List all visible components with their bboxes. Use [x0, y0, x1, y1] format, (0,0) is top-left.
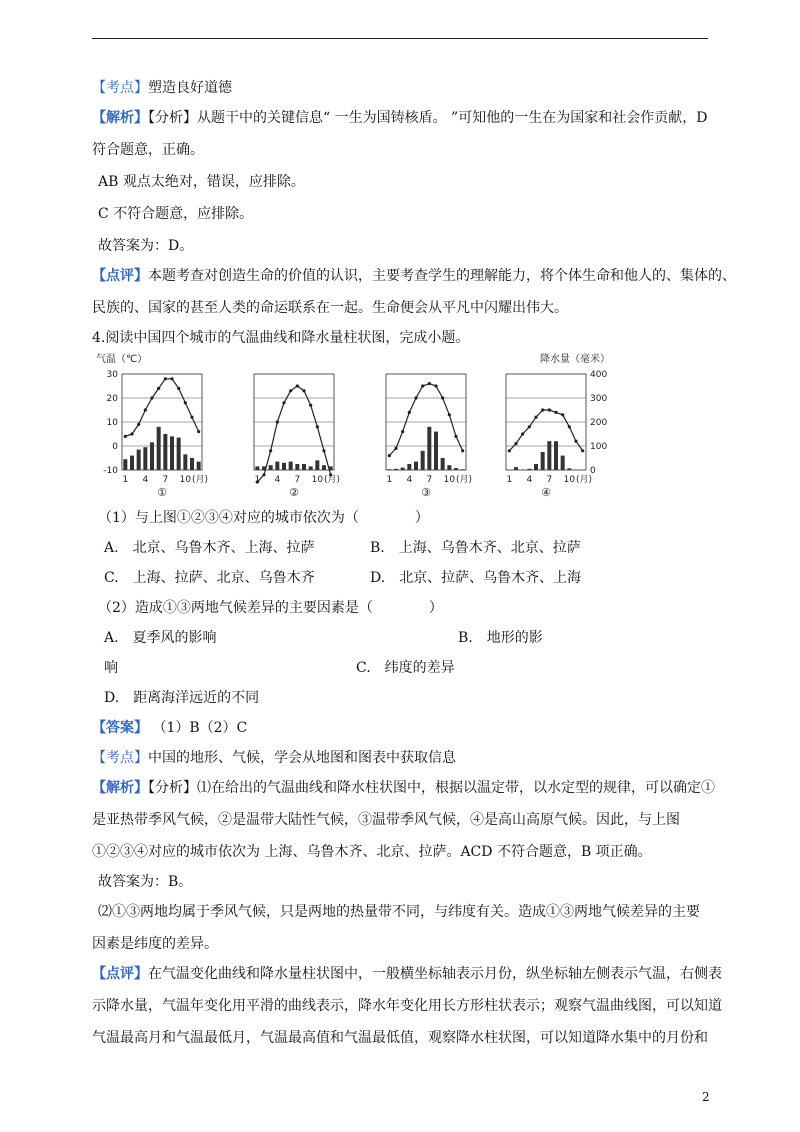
precip-bar — [255, 466, 259, 470]
temp-point — [144, 408, 147, 411]
month-unit-label: (月) — [575, 475, 593, 485]
analysis-c: C 不符合题意，应排除。 — [98, 206, 254, 222]
precip-bar — [143, 447, 147, 470]
precip-tick-label: 200 — [590, 418, 608, 428]
temp-tick-label: 0 — [112, 442, 118, 452]
precip-bar — [434, 432, 438, 470]
precip-bar — [150, 442, 154, 470]
temp-point — [150, 396, 153, 399]
precip-bar — [567, 468, 571, 470]
q2-option-b[interactable] — [458, 628, 543, 648]
temp-point — [316, 425, 319, 428]
temp-point — [124, 435, 127, 438]
dianping-line-2 — [92, 964, 722, 984]
dianping-tag: 【点评】 — [92, 268, 148, 284]
temp-point — [574, 440, 577, 443]
q1-option-c-letter: C. — [104, 570, 119, 586]
precip-bar — [407, 464, 411, 470]
temp-point — [302, 389, 305, 392]
page-number: 2 — [702, 1090, 710, 1104]
precip-bar — [394, 469, 398, 470]
temp-line — [125, 379, 198, 437]
temp-point — [408, 411, 411, 414]
temp-point — [581, 449, 584, 452]
precip-bar — [302, 464, 306, 470]
jiexi-line-1 — [92, 108, 707, 128]
temp-tick-label: 10 — [106, 418, 118, 428]
temp-point — [137, 423, 140, 426]
jiexi2-text-3: ①②③④对应的城市依次为 上海、乌鲁木齐、北京、拉萨。ACD 不符合题意，B 项正确。 — [92, 844, 652, 860]
temp-point — [568, 425, 571, 428]
precip-bar — [315, 460, 319, 470]
q2-option-b-text: 地形的影 — [486, 630, 543, 646]
month-tick-label: 10 — [443, 475, 456, 485]
temp-line — [509, 410, 582, 451]
month-tick-label: 7 — [162, 475, 169, 485]
precip-bar — [177, 438, 181, 470]
temp-point — [157, 387, 160, 390]
precip-bar — [401, 468, 405, 470]
temp-point — [282, 401, 285, 404]
month-tick-label: 1 — [386, 475, 393, 485]
jiexi-tag-2: 【解析】 — [92, 780, 148, 796]
panel-label: ① — [157, 486, 167, 499]
q1-option-a[interactable] — [104, 538, 315, 558]
temp-point — [197, 430, 200, 433]
temp-point — [130, 432, 133, 435]
temp-line — [257, 386, 330, 482]
precip-bar — [541, 452, 545, 470]
daan-text: （1）B（2）C — [152, 720, 248, 736]
jiexi-text-1: 【分析】从题干中的关键信息“ 一生为国铸核盾。 ”可知他的一生在为国家和社会作贡献，D — [148, 110, 708, 126]
q2-option-a[interactable] — [104, 628, 217, 648]
q1-option-b-text: 上海、乌鲁木齐、北京、拉萨 — [398, 540, 581, 556]
temp-point — [309, 404, 312, 407]
left-axis-title: 气温（℃） — [96, 354, 148, 365]
month-tick-label: 7 — [426, 475, 433, 485]
panel-label: ② — [289, 486, 299, 499]
jiexi2-text-2: 是亚热带季风气候，②是温带大陆性气候，③温带季风气候，④是高山高原气候。因此，与上图 — [92, 812, 680, 828]
month-tick-label: 4 — [526, 475, 533, 485]
jiexi2-text-1: 【分析】⑴在给出的气温曲线和降水柱状图中，根据以温定带，以水定型的规律，可以确定① — [148, 780, 715, 796]
q2-option-b-wrap: 响 — [104, 660, 118, 676]
q2-option-c-letter: C. — [356, 660, 371, 676]
q2-option-c-text: 纬度的差异 — [384, 660, 455, 676]
part2-text-2: 因素是纬度的差异。 — [92, 936, 218, 952]
precip-tick-label: 100 — [590, 442, 608, 452]
month-tick-label: 4 — [406, 475, 413, 485]
month-tick-label: 10 — [563, 475, 576, 485]
temp-point — [401, 430, 404, 433]
precip-bar — [554, 441, 558, 470]
kaodian-line-1 — [92, 78, 232, 98]
precip-bar — [561, 456, 565, 470]
kaodian-line-2 — [92, 748, 456, 768]
temp-point — [441, 396, 444, 399]
answer-line-2: 故答案为：B。 — [98, 874, 193, 890]
q2-option-d-letter: D. — [104, 690, 120, 706]
temp-point — [561, 413, 564, 416]
temp-point — [388, 454, 391, 457]
q2-option-d[interactable] — [104, 688, 259, 708]
temp-point — [276, 420, 279, 423]
daan-tag: 【答案】 — [92, 720, 148, 736]
month-unit-label: (月) — [455, 475, 473, 485]
q2-option-d-text: 距离海洋远近的不同 — [133, 690, 260, 706]
temp-point — [190, 416, 193, 419]
temp-point — [428, 382, 431, 385]
dianping2-text-3: 气温最高月和气温最低月，气温最高值和气温最低值，观察降水柱状图，可以知道降水集中的月份和 — [92, 1030, 708, 1046]
precip-bar — [295, 464, 299, 470]
temp-point — [394, 447, 397, 450]
jiexi-line-2 — [92, 778, 715, 798]
q2-option-a-text: 夏季风的影响 — [132, 630, 217, 646]
precip-tick-label: 400 — [590, 370, 608, 380]
precip-bar — [163, 434, 167, 470]
q2-option-a-letter: A. — [104, 630, 119, 646]
daan-line — [92, 718, 247, 738]
right-axis-title: 降水量（毫米） — [540, 354, 610, 365]
temp-point — [448, 413, 451, 416]
month-tick-label: 10 — [179, 475, 192, 485]
answer-line-1: 故答案为：D。 — [98, 238, 194, 254]
precip-bar — [387, 469, 391, 470]
jiexi-text-2: 符合题意，正确。 — [92, 142, 204, 158]
climate-charts-svg — [96, 352, 736, 500]
jiexi-tag: 【解析】 — [92, 110, 148, 126]
q2-stem: （2）造成①③两地气候差异的主要因素是（ ） — [98, 600, 443, 616]
precip-bar — [157, 427, 161, 470]
precip-bar — [461, 469, 465, 470]
month-tick-label: 1 — [506, 475, 513, 485]
month-unit-label: (月) — [191, 475, 209, 485]
q1-option-c-text: 上海、拉萨、北京、乌鲁木齐 — [132, 570, 315, 586]
q1-option-d-letter: D. — [370, 570, 386, 586]
temp-point — [554, 411, 557, 414]
precip-bar — [441, 458, 445, 470]
temp-point — [534, 416, 537, 419]
dianping2-text-1: 在气温变化曲线和降水量柱状图中，一般横坐标轴表示月份，纵坐标轴左侧表示气温，右侧表 — [148, 966, 722, 982]
precip-bar — [534, 464, 538, 470]
q1-option-d-text: 北京、拉萨、乌鲁木齐、上海 — [399, 570, 582, 586]
q1-option-a-text: 北京、乌鲁木齐、上海、拉萨 — [132, 540, 315, 556]
temp-point — [454, 435, 457, 438]
temp-point — [164, 377, 167, 380]
precip-bar — [421, 451, 425, 470]
month-tick-label: 4 — [142, 475, 149, 485]
temp-point — [508, 449, 511, 452]
temp-point — [322, 449, 325, 452]
temp-tick-label: 20 — [106, 394, 118, 404]
temp-point — [421, 384, 424, 387]
month-tick-label: 1 — [122, 475, 129, 485]
temp-tick-label: -10 — [103, 466, 118, 476]
precip-bar — [190, 458, 194, 470]
precip-bar — [130, 456, 134, 470]
temp-point — [461, 449, 464, 452]
q1-option-c[interactable] — [104, 568, 315, 588]
dianping2-text-2: 示降水量，气温年变化用平滑的曲线表示，降水年变化用长方形柱状表示；观察气温曲线图，可以知道 — [92, 998, 722, 1014]
temp-point — [521, 432, 524, 435]
panel-label: ③ — [421, 486, 431, 499]
analysis-ab: AB 观点太绝对，错误，应排除。 — [98, 174, 305, 190]
precip-bar — [454, 468, 458, 470]
precip-bar — [309, 466, 313, 470]
q1-stem: （1）与上图①②③④对应的城市依次为（ ） — [98, 510, 429, 526]
temp-point — [269, 449, 272, 452]
dianping-tag-2: 【点评】 — [92, 966, 148, 982]
kaodian-text: 塑造良好道德 — [148, 80, 232, 96]
temp-point — [262, 473, 265, 476]
precip-bar — [123, 459, 127, 470]
month-tick-label: 10 — [311, 475, 324, 485]
precip-bar — [547, 441, 551, 470]
temp-point — [170, 377, 173, 380]
q2-option-b-letter: B. — [458, 630, 473, 646]
precip-bar — [275, 462, 279, 470]
q1-option-b[interactable] — [370, 538, 581, 558]
precip-bar — [289, 462, 293, 470]
precip-bar — [137, 450, 141, 470]
temp-line — [389, 384, 462, 456]
precip-bar — [414, 462, 418, 470]
temp-tick-label: 30 — [106, 370, 118, 380]
kaodian-tag: 【考点】 — [92, 80, 148, 96]
temp-point — [177, 387, 180, 390]
question-stem: 4.阅读中国四个城市的气温曲线和降水量柱状图，完成小题。 — [92, 330, 470, 346]
precip-bar — [183, 454, 187, 470]
precip-bar — [514, 467, 518, 470]
temp-point — [289, 389, 292, 392]
month-tick-label: 4 — [274, 475, 281, 485]
kaodian-tag-2: 【考点】 — [92, 750, 148, 766]
dianping-text-2: 民族的、国家的甚至人类的命运联系在一起。生命便会从平凡中闪耀出伟大。 — [92, 300, 568, 316]
temp-point — [528, 425, 531, 428]
precip-bar — [447, 465, 451, 470]
precip-bar — [322, 465, 326, 470]
q1-option-a-letter: A. — [104, 540, 119, 556]
month-tick-label: 7 — [546, 475, 553, 485]
dianping-text-1: 本题考查对创造生命的价值的认识，主要考查学生的理解能力，将个体生命和他人的、集体的、 — [148, 268, 736, 284]
temp-point — [514, 442, 517, 445]
header-rule — [92, 38, 708, 39]
part2-text-1: ⑵①③两地均属于季风气候，只是两地的热量带不同，与纬度有关。造成①③两地气候差异的主要 — [98, 904, 700, 920]
precip-bar — [269, 465, 273, 470]
precip-bar — [527, 469, 531, 470]
temp-point — [184, 401, 187, 404]
q1-option-d[interactable] — [370, 568, 581, 588]
month-tick-label: 1 — [254, 475, 261, 485]
precip-bar — [197, 462, 201, 470]
precip-bar — [427, 427, 431, 470]
month-tick-label: 7 — [294, 475, 301, 485]
q1-option-b-letter: B. — [370, 540, 385, 556]
precip-tick-label: 0 — [590, 466, 596, 476]
precip-bar — [170, 436, 174, 470]
temp-point — [414, 396, 417, 399]
temp-point — [434, 384, 437, 387]
precip-bar — [282, 463, 286, 470]
month-unit-label: (月) — [323, 475, 341, 485]
precip-tick-label: 300 — [590, 394, 608, 404]
temp-point — [548, 408, 551, 411]
panel-label: ④ — [541, 486, 551, 499]
temp-point — [541, 408, 544, 411]
q2-option-c[interactable] — [356, 658, 455, 678]
temp-point — [296, 384, 299, 387]
dianping-line-1 — [92, 266, 736, 286]
climate-charts — [96, 352, 736, 504]
kaodian-text-2: 中国的地形、气候，学会从地图和图表中获取信息 — [148, 750, 456, 766]
